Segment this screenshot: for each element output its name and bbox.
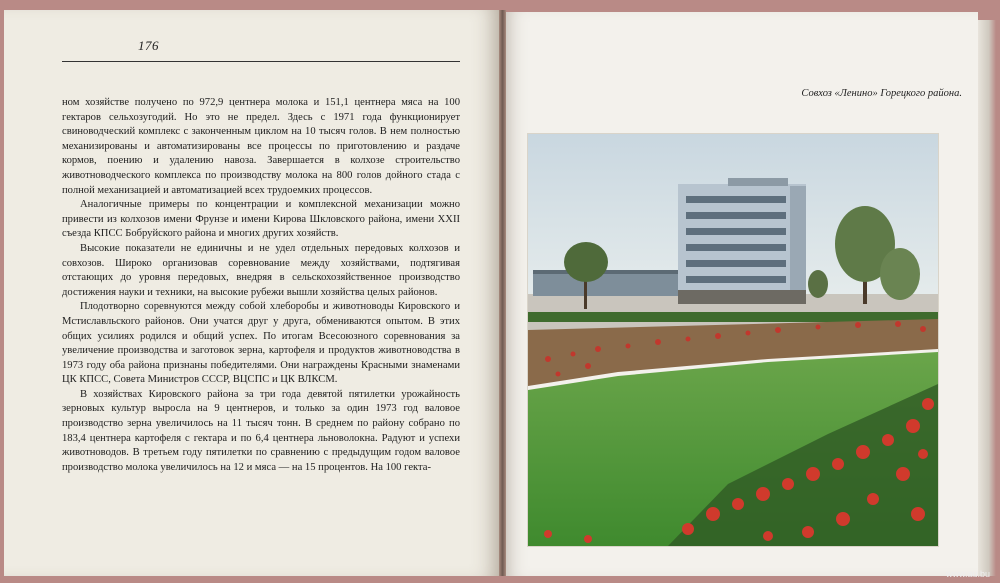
page-edges [978,20,996,576]
paragraph: Высокие показатели не единичны и не удел отдельных передовых колхозов и совхозов. Широко организовав соревнование между хозяйствами, подтягивая отстающих до уровня передовых, внедряя в сельскохозяйственное производство достижения науки и техники, на высокие рубежи вышли хозяйства целых районов. [62,242,460,298]
book-gutter [499,10,506,576]
paragraph: Аналогичные примеры по концентрации и комплексной механизации можно привести из колхозов имени Фрунзе и имени Кирова Шкловского района, имени XXII съезда КПСС Бобруйского района и многих других хозяйств. [62,199,460,240]
watermark: www.au.bu [945,569,990,579]
body-text [62,96,460,475]
paragraph: ном хозяйстве получено по 972,9 центнера молока и 151,1 центнера мяса на 100 гектаров сельхозугодий. Но это не предел. Здесь с 1971 года функционирует свиноводческий комплекс с законченным циклом на 10 тысяч голов. В нем полностью механизированы и автоматизированы все процессы по приготовлению и раздаче кормов, поению и удалению навоза. Завершается в колхозе строительство животноводческого комплекса по производству молока на 800 голов дойного стада с полной механизацией и автоматизацией всех трудоемких процессов. [62,97,460,196]
paragraph: Плодотворно соревнуются между собой хлеборобы и животноводы Кировского и Мстиславльского районов. Они учатся друг у друга, обмениваются опытом. В этих общих усилиях родился и общий успех. По итогам Всесоюзного соревнования за увеличение производства и заготовок зерна, картофеля и продуктов животноводства в 1973 году оба района признаны победителями. Они награждены Красными знаменами ЦК КПСС, Совета Министров СССР, ВЦСПС и ЦК ВЛКСМ. [62,301,460,386]
low-building [533,272,693,296]
paragraph: В хозяйствах Кировского района за три года девятой пятилетки урожайность зерновых культур выросла на 9 центнеров, и только за один 1973 год валовое производство зерна увеличилось на 11 тысяч тонн. В среднем по району собрано по 183,4 центнера картофеля с гектара и по 6,4 центнера льноволокна. Радуют и успехи животноводов. В третьем году пятилетки по сравнению с предыдущим годом валовое производство молока увеличилось на 12 и мяса — на 15 процентов. На 100 гекта- [62,388,460,473]
page-number: 176 [138,38,159,53]
photograph [527,133,939,547]
photo-illustration [528,134,938,546]
header-rule [62,61,460,62]
photo-caption: Совхоз «Ленино» Горецкого района. [801,88,962,99]
